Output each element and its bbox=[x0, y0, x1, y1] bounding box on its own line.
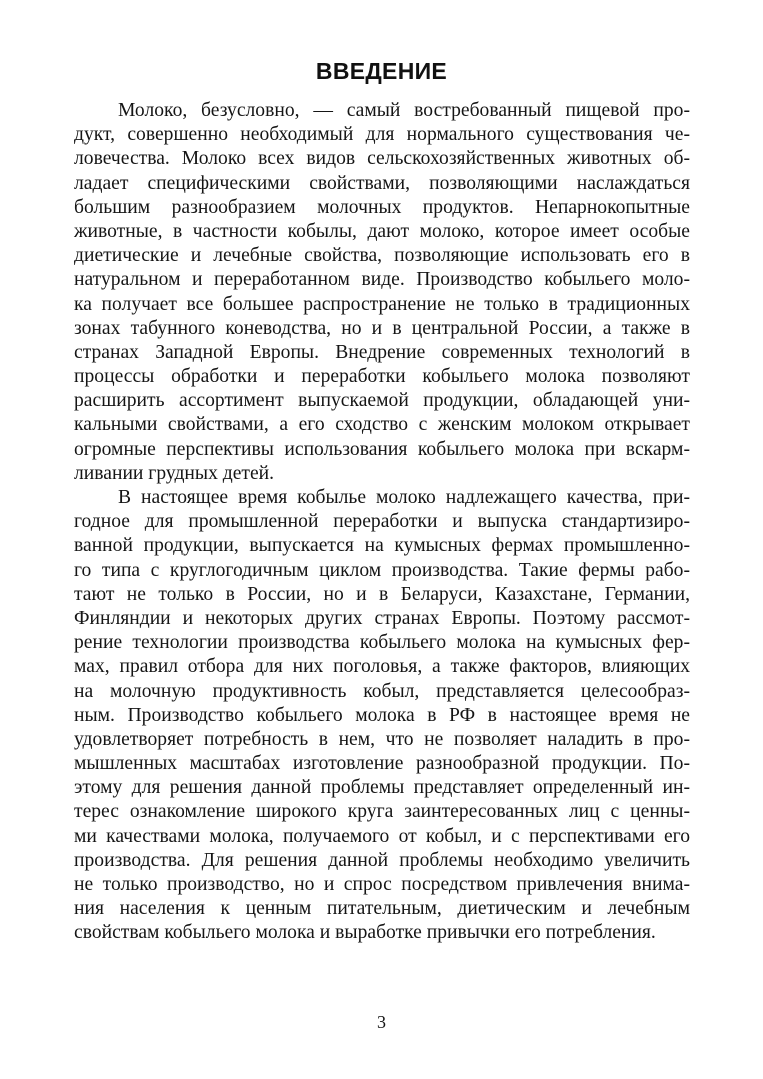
text-line: ным. Производство кобыльего молока в РФ в настоящее время не bbox=[74, 704, 690, 726]
body-text bbox=[74, 99, 690, 946]
text-line: не только производство, но и спрос посредством привлечения внима- bbox=[74, 874, 690, 895]
text-line: ми качествами молока, получаемого от кобыл, и с перспективами его bbox=[74, 825, 690, 847]
text-line: животные, в частности кобылы, дают молоко, которое имеет особые bbox=[74, 220, 690, 242]
text-line: большим разнообразием молочных продуктов. Непарнокопытные bbox=[74, 196, 690, 218]
text-line: на молочную продуктивность кобыл, представляется целесообраз- bbox=[74, 680, 690, 702]
page-title: ВВЕДЕНИЕ bbox=[315, 58, 448, 84]
text-line: этому для решения данной проблемы представляет определенный ин- bbox=[74, 777, 690, 799]
text-line: ливании грудных детей. bbox=[74, 462, 275, 484]
text-line: ладает специфическими свойствами, позволяющими наслаждаться bbox=[74, 172, 690, 194]
text-line: натуральном и переработанном виде. Производство кобыльего моло- bbox=[74, 269, 690, 291]
text-line: В настоящее время кобылье молоко надлежащего качества, при- bbox=[118, 487, 690, 508]
text-line: ванной продукции, выпускается на кумысных фермах промышленно- bbox=[74, 535, 690, 557]
text-line: ка получает все большее распространение не только в традиционных bbox=[74, 293, 690, 315]
page-number: 3 bbox=[377, 1012, 386, 1032]
text-line: огромные перспективы использования кобыльего молока при вскарм- bbox=[74, 438, 690, 460]
text-line: го типа с круглогодичным циклом производства. Такие фермы рабо- bbox=[74, 559, 690, 581]
text-line: годное для промышленной переработки и выпуска стандартизиро- bbox=[74, 511, 690, 533]
text-line: дукт, совершенно необходимый для нормального существования че- bbox=[74, 124, 690, 146]
text-line: Молоко, безусловно, — самый востребованный пищевой про- bbox=[118, 100, 690, 121]
text-line: ловечества. Молоко всех видов сельскохозяйственных животных об- bbox=[74, 148, 690, 170]
text-line: удовлетворяет потребность в нем, что не позволяет наладить в про- bbox=[74, 728, 690, 750]
paragraph-1 bbox=[74, 99, 690, 486]
text-line: тают не только в России, но и в Беларуси, Казахстане, Германии, bbox=[74, 583, 690, 605]
text-line: мышленных масштабах изготовление разнообразной продукции. По- bbox=[74, 753, 690, 775]
text-line: рение технологии производства кобыльего молока на кумысных фер- bbox=[74, 632, 690, 654]
text-line: мах, правил отбора для них поголовья, а также факторов, влияющих bbox=[74, 656, 690, 678]
text-line: странах Западной Европы. Внедрение современных технологий в bbox=[74, 341, 690, 363]
text-line: Финляндии и некоторых других странах Европы. Поэтому рассмот- bbox=[74, 607, 690, 629]
text-line: диетические и лечебные свойства, позволяющие использовать его в bbox=[74, 245, 690, 267]
text-line: расширить ассортимент выпускаемой продукции, обладающей уни- bbox=[74, 390, 690, 412]
text-line: зонах табунного коневодства, но и в центральной России, а также в bbox=[74, 317, 690, 339]
text-line: свойствам кобыльего молока и выработке привычки его потребления. bbox=[74, 922, 656, 944]
text-line: производства. Для решения данной проблемы необходимо увеличить bbox=[74, 849, 690, 871]
text-line: ния населения к ценным питательным, диетическим и лечебным bbox=[74, 898, 690, 920]
paragraph-2 bbox=[74, 486, 690, 946]
text-line: терес ознакомление широкого круга заинтересованных лиц с ценны- bbox=[74, 801, 690, 823]
text-line: процессы обработки и переработки кобыльего молока позволяют bbox=[74, 366, 690, 388]
text-line: кальными свойствами, а его сходство с женским молоком открывает bbox=[74, 414, 690, 436]
